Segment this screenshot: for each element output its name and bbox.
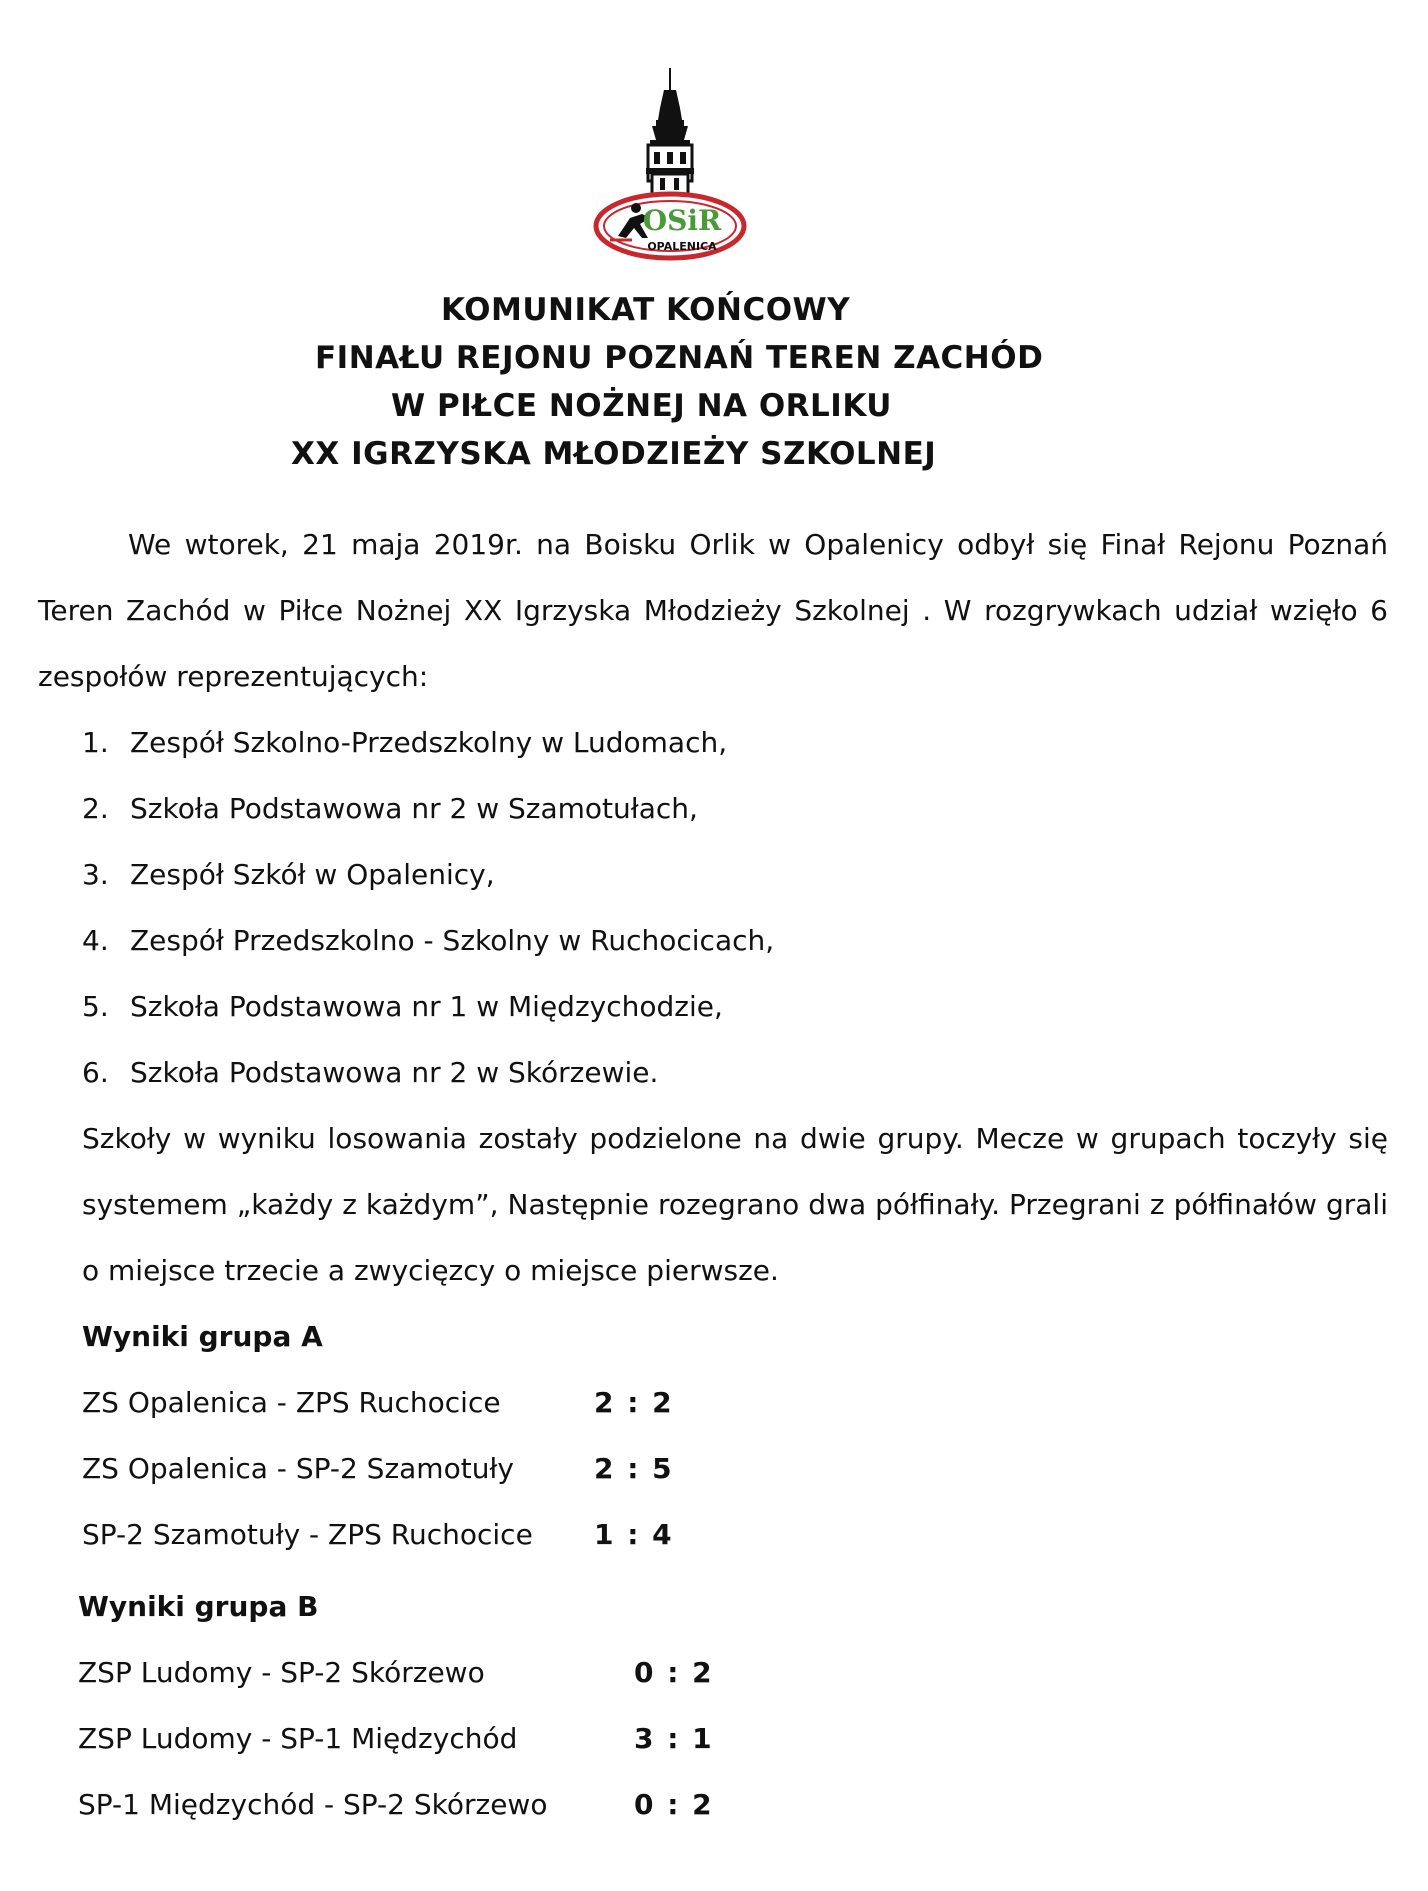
group-a-match-2-score: 2 : 5 xyxy=(594,1452,674,1485)
heading-line-4: XX IGRZYSKA MŁODZIEŻY SZKOLNEJ xyxy=(291,436,937,472)
heading-line-1: KOMUNIKAT KOŃCOWY xyxy=(441,292,851,328)
heading-line-2: FINAŁU REJONU POZNAŃ TEREN ZACHÓD xyxy=(315,340,1044,376)
list-item-number: 3. xyxy=(82,858,109,891)
list-item-name: Zespół Szkolno-Przedszkolny w Ludomach, xyxy=(130,726,728,759)
list-item-number: 2. xyxy=(82,792,109,825)
list-item-number: 1. xyxy=(82,726,109,759)
osir-logo xyxy=(590,68,750,263)
list-item xyxy=(82,1040,774,1106)
description-paragraph: Szkoły w wyniku losowania zostały podzielone na dwie grupy. Mecze w grupach toczyły się systemem „każdy z każdym”, Następnie rozegrano dwa półfinały. Przegrani z półfinałów grali o miejsce trzecie a zwycięzcy o miejsce pierwsze. xyxy=(82,1122,1388,1287)
list-item-name: Zespół Przedszkolno - Szkolny w Ruchocicach, xyxy=(130,924,775,957)
list-item xyxy=(82,710,774,776)
group-a-title: Wyniki grupa A xyxy=(82,1320,323,1353)
group-a-match-2-teams: ZS Opalenica - SP-2 Szamotuły xyxy=(82,1452,514,1485)
list-item-number: 5. xyxy=(82,990,109,1023)
list-item-number: 4. xyxy=(82,924,109,957)
group-b-title: Wyniki grupa B xyxy=(78,1590,319,1623)
list-item xyxy=(82,842,774,908)
group-b-match-1-score: 0 : 2 xyxy=(634,1656,714,1689)
tower-logo-graphic xyxy=(590,68,750,263)
teams-list xyxy=(82,710,774,1106)
logo-sub-text: OPALENICA xyxy=(647,240,717,253)
intro-text: We wtorek, 21 maja 2019r. na Boisku Orlik w Opalenicy odbył się Finał Rejonu Poznań Teren Zachód w Piłce Nożnej XX Igrzyska Młodzieży Szkolnej . W rozgrywkach udział wzięło 6 zespołów reprezentujących: xyxy=(38,528,1388,693)
list-item xyxy=(82,974,774,1040)
group-a-match-3-teams: SP-2 Szamotuły - ZPS Ruchocice xyxy=(82,1518,533,1551)
group-b-match-3-teams: SP-1 Międzychód - SP-2 Skórzewo xyxy=(78,1788,548,1821)
group-b-match-3-score: 0 : 2 xyxy=(634,1788,714,1821)
list-item-number: 6. xyxy=(82,1056,109,1089)
group-a-match-1-teams: ZS Opalenica - ZPS Ruchocice xyxy=(82,1386,501,1419)
group-b-match-2-teams: ZSP Ludomy - SP-1 Międzychód xyxy=(78,1722,518,1755)
list-item xyxy=(82,776,774,842)
intro-paragraph xyxy=(38,512,1388,710)
list-item-name: Szkoła Podstawowa nr 2 w Szamotułach, xyxy=(130,792,698,825)
group-a-match-1-score: 2 : 2 xyxy=(594,1386,674,1419)
list-item-name: Zespół Szkół w Opalenicy, xyxy=(130,858,495,891)
group-a-match-3-score: 1 : 4 xyxy=(594,1518,674,1551)
logo-main-text: OSiR xyxy=(642,204,722,237)
group-b-match-1-teams: ZSP Ludomy - SP-2 Skórzewo xyxy=(78,1656,485,1689)
list-item xyxy=(82,908,774,974)
list-item-name: Szkoła Podstawowa nr 2 w Skórzewie. xyxy=(130,1056,659,1089)
group-b-match-2-score: 3 : 1 xyxy=(634,1722,714,1755)
list-item-name: Szkoła Podstawowa nr 1 w Międzychodzie, xyxy=(130,990,723,1023)
heading-line-3: W PIŁCE NOŻNEJ NA ORLIKU xyxy=(391,388,892,424)
